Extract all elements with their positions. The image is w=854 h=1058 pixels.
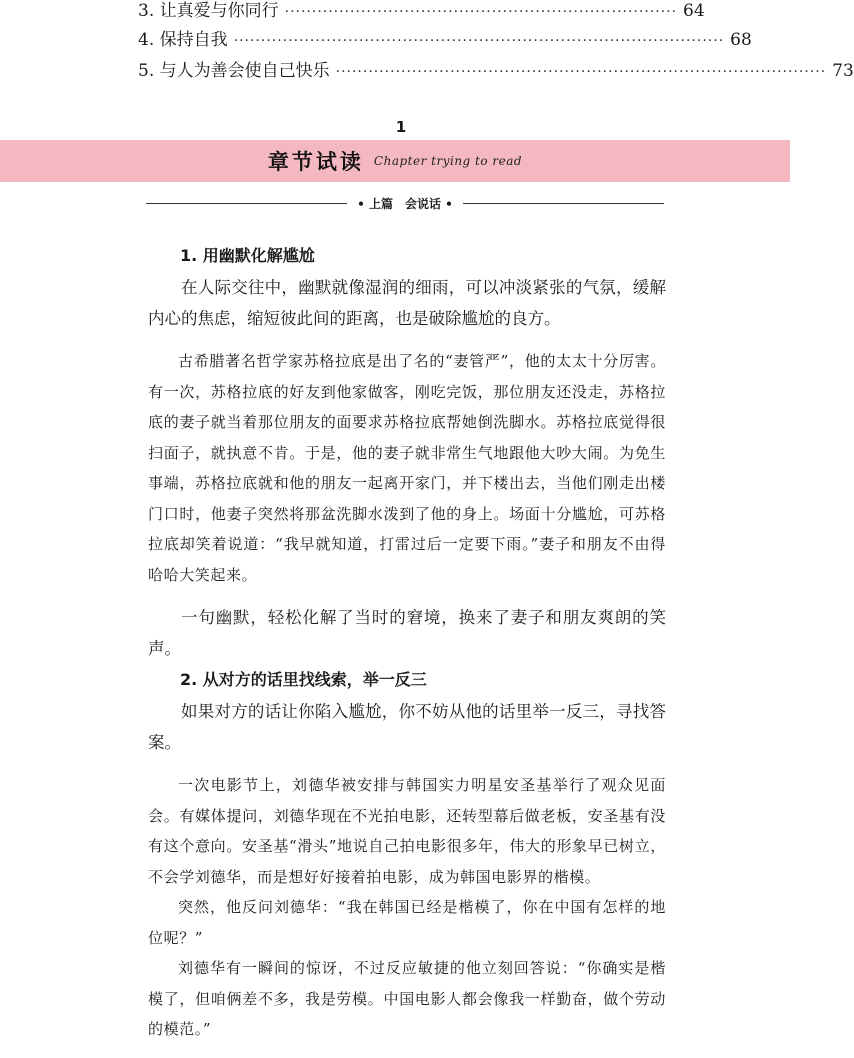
paragraph: 古希腊著名哲学家苏格拉底是出了名的“妻管严”，他的太太十分厉害。有一次，苏格拉底的好友到他家做客，刚吃完饭，那位朋友还没走，苏格拉底的妻子就当着那位朋友的面要求苏格拉底帮她倒洗脚水。苏格拉底觉得很扫面子，就执意不肯。于是，他的妻子就非常生气地跟他大吵大闹。为免生事端，苏格拉底就和他的朋友一起离开家门，并下楼出去，当他们刚走出楼门口时，他妻子突然将那盆洗脚水泼到了他的身上。场面十分尴尬，可苏格拉底却笑着说道：“我早就知道，打雷过后一定要下雨。”妻子和朋友不由得哈哈大笑起来。 — [148, 352, 666, 584]
banner-title-chinese: 章节试读 — [267, 149, 364, 174]
section-divider — [146, 193, 664, 213]
toc-entry-title: 4. 保持自我 — [138, 30, 228, 50]
chapter-preview-banner — [0, 140, 790, 182]
toc-entry-title: 5. 与人为善会使自己快乐 — [138, 61, 330, 81]
paragraph: 刘德华有一瞬间的惊讶，不过反应敏捷的他立刻回答说：“你确实是楷模了，但咱俩差不多，我是劳模。中国电影人都会像我一样勤奋，做个劳动的模范。” — [148, 959, 666, 1038]
subheading-clues: 2. 从对方的话里找线索，举一反三 — [180, 670, 427, 689]
paragraph: 如果对方的话让你陷入尴尬，你不妨从他的话里举一反三，寻找答案。 — [148, 702, 666, 752]
toc-entry[interactable] — [138, 25, 752, 56]
toc-leader-dots: ·························································································· — [335, 64, 827, 80]
toc-leader-dots: ········································································ — [284, 4, 678, 20]
toc-leader-dots: ·························································································· — [233, 33, 725, 49]
toc-page-number: 64 — [683, 1, 705, 21]
toc-entry[interactable] — [138, 56, 854, 87]
paragraph: 一次电影节上，刘德华被安排与韩国实力明星安圣基举行了观众见面会。有媒体提问，刘德华现在不光拍电影，还转型幕后做老板，安圣基有没有这个意向。安圣基“滑头”地说自己拍电影很多年，伟大的形象早已树立，不会学刘德华，而是想好好接着拍电影，成为韩国电影界的楷模。 — [148, 776, 666, 886]
toc-page-number: 68 — [730, 30, 752, 50]
chapter-content — [148, 240, 666, 1045]
banner-title-english: Chapter trying to read — [373, 154, 523, 168]
toc-entry[interactable] — [138, 0, 705, 25]
toc-page-number: 73 — [832, 61, 854, 81]
table-of-contents — [138, 0, 854, 87]
divider-line-right — [463, 203, 664, 204]
subheading-humor: 1. 用幽默化解尴尬 — [180, 246, 315, 265]
section-label: • 上篇 会说话 • — [357, 196, 453, 211]
divider-line-left — [146, 203, 347, 204]
page-number: 1 — [395, 118, 407, 136]
paragraph: 在人际交往中，幽默就像湿润的细雨，可以冲淡紧张的气氛，缓解内心的焦虑，缩短彼此间的距离，也是破除尴尬的良方。 — [148, 278, 666, 328]
toc-entry-title: 3. 让真爱与你同行 — [138, 1, 279, 21]
paragraph: 一句幽默，轻松化解了当时的窘境，换来了妻子和朋友爽朗的笑声。 — [148, 608, 666, 658]
paragraph: 突然，他反问刘德华：“我在韩国已经是楷模了，你在中国有怎样的地位呢？” — [148, 898, 666, 947]
